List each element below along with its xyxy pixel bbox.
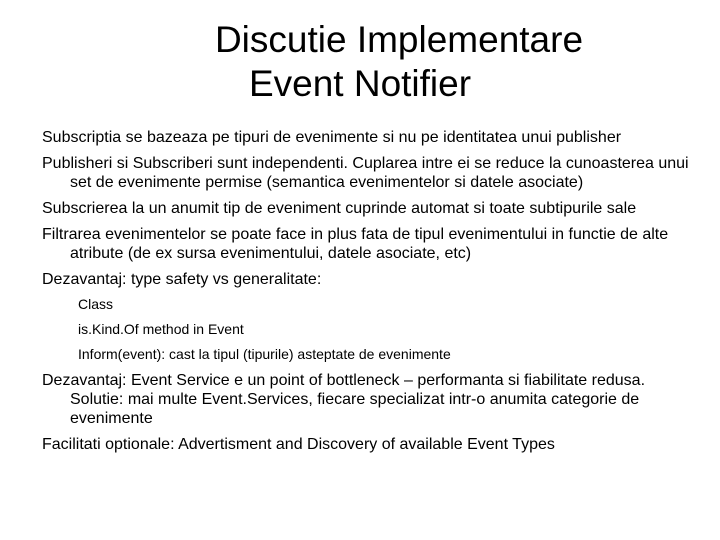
bullet-item: Publisheri si Subscriberi sunt independenti. Cuplarea intre ei se reduce la cunoasterea unui set de evenimente permise (semantica evenimentelor si datele asociate) (42, 155, 689, 191)
slide-title-line-1: Discutie Implementare (214, 19, 584, 60)
bullet-list (42, 128, 694, 461)
sub-bullet-item: is.Kind.Of method in Event (78, 321, 244, 337)
bullet-item: Dezavantaj: Event Service e un point of bottleneck – performanta si fiabilitate redusa. Solutie: mai multe Event.Services, fiecare specializat intr-o anumita categorie de evenimente (42, 372, 646, 427)
slide-title (0, 18, 720, 106)
bullet-item: Facilitati optionale: Advertisment and Discovery of available Event Types (42, 436, 555, 453)
bullet-item: Subscriptia se bazeaza pe tipuri de evenimente si nu pe identitatea unui publisher (42, 129, 622, 146)
bullet-item: Filtrarea evenimentelor se poate face in plus fata de tipul evenimentului in functie de alte atribute (de ex sursa evenimentului, datele asociate, etc) (42, 226, 669, 262)
sub-bullet-item: Class (78, 296, 114, 312)
sub-bullet-item: Inform(event): cast la tipul (tipurile) asteptate de evenimente (78, 346, 451, 362)
bullet-item: Dezavantaj: type safety vs generalitate: (42, 271, 322, 288)
bullet-item: Subscrierea la un anumit tip de eveniment cuprinde automat si toate subtipurile sale (42, 200, 637, 217)
slide-title-line-2: Event Notifier (248, 63, 472, 104)
